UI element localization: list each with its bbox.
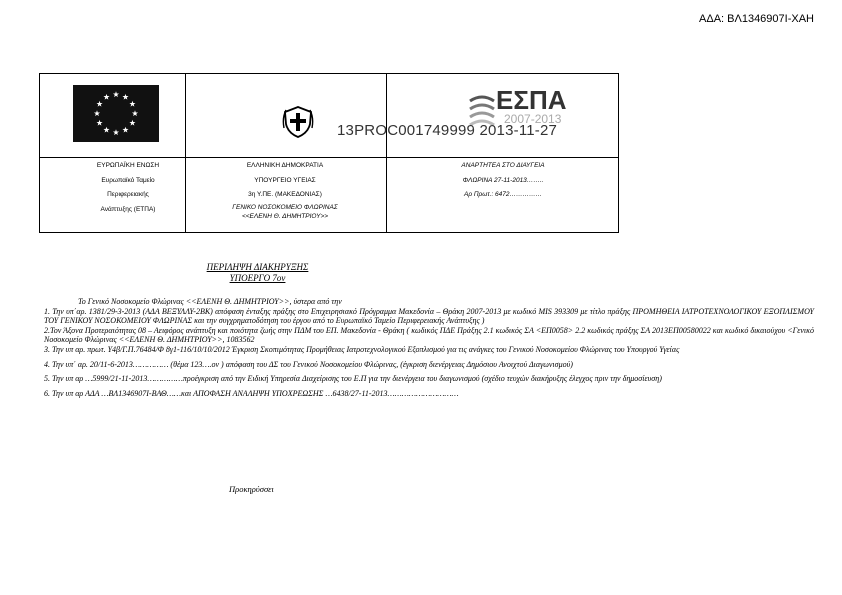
paragraph: 6. Την υπ αρ ΑΔΑ …ΒΛ1346907Ι-ΒΑΘ……και ΑΠΟΦΑΣΗ ΑΝΑΛΗΨΗ ΥΠΟΧΡΕΩΣΗΣ …6438/27-11-2013…………………………	[44, 388, 459, 398]
eu-star-icon	[103, 94, 109, 100]
svg-text:ΕΣΠΑ: ΕΣΠΑ	[496, 85, 567, 115]
svg-text:2007-2013: 2007-2013	[504, 112, 562, 126]
eu-star-icon	[97, 101, 103, 107]
paragraph: Το Γενικό Νοσοκομείο Φλώρινας <<ΕΛΕΝΗ Θ. ΔΗΜΗΤΡΙΟΥ>>, ύστερα από την	[78, 297, 342, 306]
eu-star-icon	[94, 110, 100, 116]
header-hellenic-column	[185, 159, 385, 221]
document-body	[44, 297, 814, 398]
eu-star-icon	[129, 120, 135, 126]
header-line: Περιφερειακής	[107, 191, 149, 198]
header-line: ΓΕΝΙΚΟ ΝΟΣΟΚΟΜΕΙΟ ΦΛΩΡΙΝΑΣ	[232, 203, 338, 211]
eu-star-icon	[129, 101, 135, 107]
eu-star-icon	[113, 129, 119, 135]
header-divider	[386, 74, 387, 232]
header-line: <<ΕΛΕΝΗ Θ. ΔΗΜΗΤΡΙΟΥ>>	[241, 212, 329, 220]
header-line: ΥΠΟΥΡΓΕΙΟ ΥΓΕΙΑΣ	[254, 176, 316, 184]
proclaims-label: Προκηρύσσει	[229, 484, 274, 494]
header-divider	[40, 157, 618, 158]
eu-star-icon	[97, 120, 103, 126]
document-subtitle: ΥΠΟΕΡΓΟ 7ον	[229, 273, 286, 283]
header-line: 3η Υ.ΠΕ. (ΜΑΚΕΔΟΝΙΑΣ)	[248, 191, 322, 198]
header-line: ΦΛΩΡΙΝΑ 27-11-2013……..	[462, 176, 544, 184]
eu-star-icon	[122, 127, 128, 133]
protocol-stamp: 13PROC001749999 2013-11-27	[337, 122, 558, 139]
header-line: ΕΛΛΗΝΙΚΗ ΔΗΜΟΚΡΑΤΙΑ	[246, 162, 324, 169]
header-line: Αρ Πρωτ.: 6472……………	[463, 191, 543, 198]
greek-coat-of-arms-icon	[280, 104, 316, 140]
paragraph: 1. Την υπ΄αρ. 1381/29-3-2013 (ΑΔΑ ΒΕΞΥΛΛΥ-2ΒΚ) απόφαση ένταξης πράξης στο Επιχειρησιακό Πρόγραμμα Μακεδονία – Θράκη 2007-2013 με κωδικό MIS 393309 με τίτλο πράξης ΠΡΟΜΗΘΕΙΑ ΙΑΤΡΟΤΕΧΝΟΛΟΓΙΚΟΥ ΕΞΟΠΛΙΣΜΟΥ ΤΟΥ ΓΕΝΙΚΟΥ ΝΟΣΟΚΟΜΕΙΟΥ ΦΛΩΡΙΝΑΣ και την συγχρηματοδότηση του έργου από το Ευρωπαϊκό Ταμείο Περιφερειακής Ανάπτυξης )	[44, 306, 814, 326]
header-posting-column	[386, 159, 620, 203]
eu-star-icon	[103, 127, 109, 133]
header-line: Ανάπτυξης (ΕΤΠΑ)	[100, 205, 156, 213]
header-line: ΕΥΡΩΠΑΪΚΗ ΕΝΩΣΗ	[96, 162, 160, 169]
ada-code: ΑΔΑ: ΒΛ1346907Ι-ΧΑΗ	[699, 13, 814, 25]
header-line: Ευρωπαϊκό Ταμείο	[101, 176, 155, 184]
paragraph: 5. Την υπ αρ …5999/21-11-2013……………προέγκριση από την Ειδική Υπηρεσία Διαχείρισης του Ε.Π για την διενέργεια του διαγωνισμού (σχέδιο τευχών διακήρυξης έλεγχος πριν την δημοσίευση)	[44, 374, 662, 384]
paragraph: 3. Την υπ αρ. πρωτ. Υ4β/Γ.Π.76484/Φ 8γ1-116/10/10/2012 Έγκριση Σκοπιμότητας Προμήθειας Ιατροτεχνολογικού Εξοπλισμού για τις ανάγκες του Γενικού Νοσοκομείου Φλώρινας του Υπουργού Υγείας	[44, 344, 680, 354]
document-title: ΠΕΡΙΛΗΨΗ ΔΙΑΚΗΡΥΞΗΣ	[206, 262, 309, 272]
eu-star-icon	[132, 110, 138, 116]
document-header	[39, 73, 619, 233]
paragraph: 2.Τον Άξονα Προτεραιότητας 08 – Αειφόρος ανάπτυξη και ποιότητα ζωής στην ΠΔΜ του ΕΠ. Μακεδονία - Θράκη ( κωδικός ΠΔΕ Πράξης 2.1 κωδικός ΣΑ <ΕΠ0058> 2.2 κωδικός πράξης ΣΑ 2013ΕΠ00580022 και κωδικό δικαιούχου <Γενικό Νοσοκομείο Φλώρινας <<ΕΛΕΝΗ Θ. ΔΗΜΗΤΡΙΟΥ>>, 1083562	[44, 325, 814, 345]
header-line: ΑΝΑΡΤΗΤΕΑ ΣΤΟ ΔΙΑΥΓΕΙΑ	[461, 162, 545, 169]
eu-star-icon	[122, 94, 128, 100]
eu-flag-icon	[73, 85, 159, 142]
eu-star-icon	[113, 91, 119, 97]
paragraph: 4. Την υπ΄ αρ. 20/11-6-2013…………… (θέμα 123….ον ) απόφαση του ΔΣ του Γενικού Νοσοκομείου Φλώρινας, (έγκριση διενέργειας Δημόσιου Ανοιχτού Διαγωνισμού)	[44, 359, 573, 369]
